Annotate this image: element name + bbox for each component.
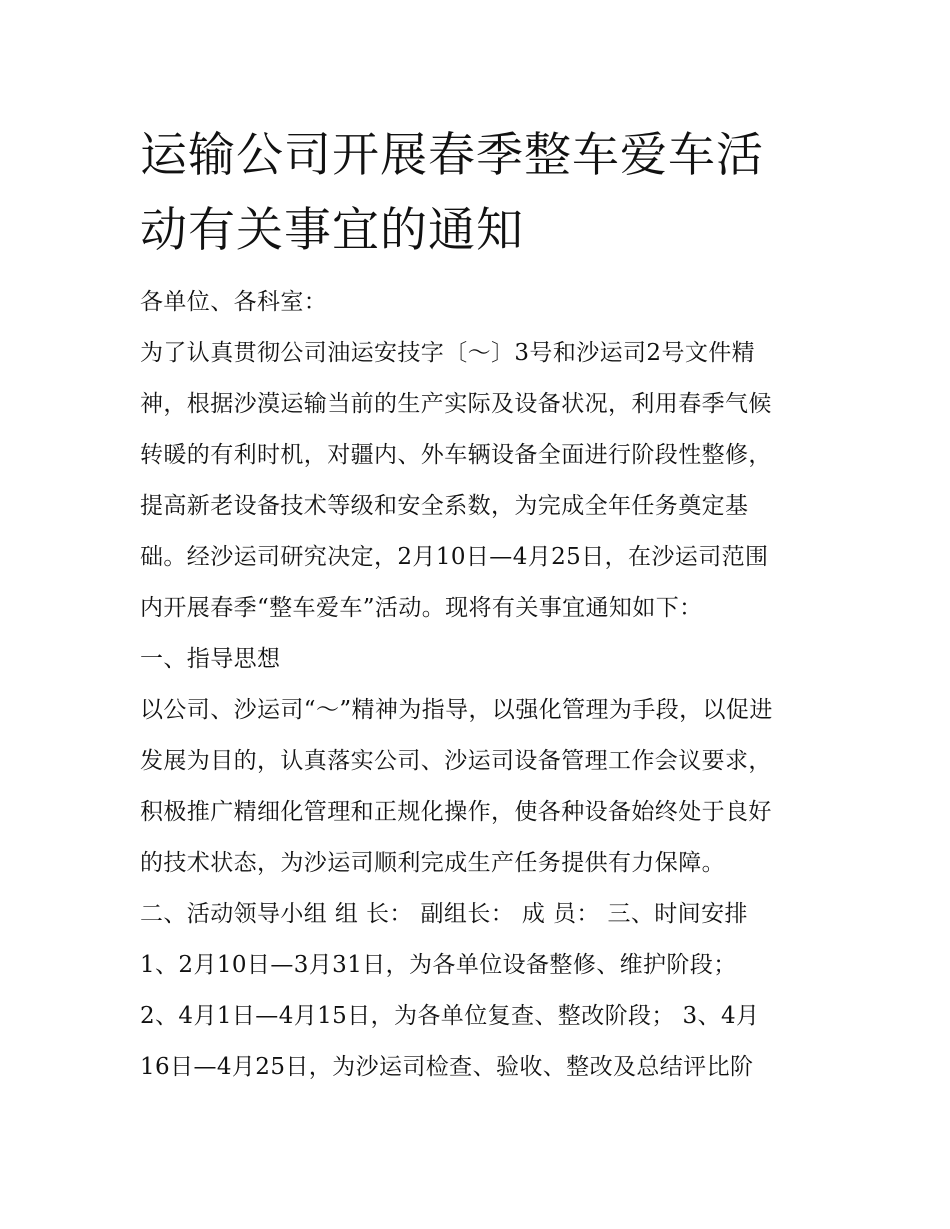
body-line: 积极推广精细化管理和正规化操作，使各种设备始终处于良好	[140, 799, 772, 825]
section-heading-leadership-group: 二、活动领导小组 组 长： 副组长： 成 员： 三、时间安排	[140, 901, 748, 927]
body-line: 的技术状态，为沙运司顺利完成生产任务提供有力保障。	[140, 850, 725, 876]
document-title	[140, 118, 840, 268]
document-body	[140, 280, 830, 1096]
section-heading-guiding-ideology: 一、指导思想	[140, 646, 281, 672]
schedule-line-3: 16日—4月25日，为沙运司检查、验收、整改及总结评比阶	[140, 1054, 754, 1080]
title-line-2: 动有关事宜的通知	[140, 203, 524, 258]
body-line: 内开展春季“整车爱车”活动。现将有关事宜通知如下：	[140, 595, 703, 621]
body-line: 发展为目的，认真落实公司、沙运司设备管理工作会议要求，	[140, 748, 772, 774]
title-line-1: 运输公司开展春季整车爱车活	[140, 128, 764, 183]
body-line: 提高新老设备技术等级和安全系数，为完成全年任务奠定基	[140, 493, 749, 519]
schedule-line-1: 1、2月10日—3月31日，为各单位设备整修、维护阶段；	[140, 952, 737, 978]
body-line: 为了认真贯彻公司油运安技字〔～〕3号和沙运司2号文件精	[140, 340, 756, 366]
body-line: 以公司、沙运司“～”精神为指导，以强化管理为手段，以促进	[140, 697, 773, 723]
body-line: 础。经沙运司研究决定，2月10日—4月25日，在沙运司范围	[140, 544, 769, 570]
body-line: 神，根据沙漠运输当前的生产实际及设备状况，利用春季气候	[140, 391, 772, 417]
salutation: 各单位、各科室：	[140, 289, 328, 315]
body-line: 转暖的有利时机，对疆内、外车辆设备全面进行阶段性整修，	[140, 442, 772, 468]
schedule-line-2: 2、4月1日—4月15日，为各单位复查、整改阶段； 3、4月	[140, 1003, 760, 1029]
